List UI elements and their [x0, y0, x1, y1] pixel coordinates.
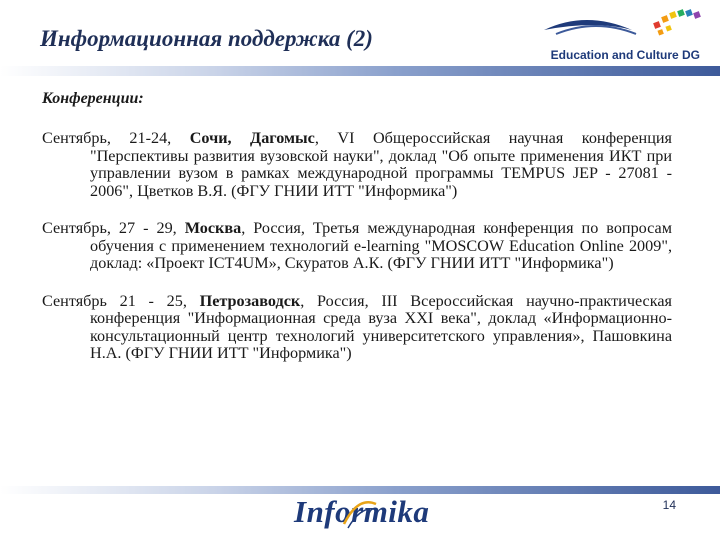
entry-details: , Россия, III Всероссийская научно-практическая конференция "Информационная среда вуза XXI века", доклад «Информационно-консультационный центр технологий университетского управления», Пашовкина Н.А. (ФГУ ГНИИ ИТТ "Информика") [90, 291, 672, 362]
conference-entry [42, 293, 672, 363]
entry-city: Петрозаводск [199, 291, 301, 310]
entry-details: , Россия, Третья международная конференция по вопросам обучения с применением технологий e-learning "MOSCOW Education Online 2009", доклад: «Проект ICT4UM», Скуратов А.К. (ФГУ ГНИИ ИТТ "Информика") [90, 219, 672, 272]
eu-swoosh-icon [536, 4, 706, 48]
conference-list [42, 130, 672, 383]
informika-logo: Informika [294, 494, 430, 529]
page-number: 14 [662, 498, 676, 512]
slide-title: Информационная поддержка (2) [40, 26, 373, 51]
conference-entry [42, 130, 672, 200]
entry-date: Сентябрь, 27 - 29, [42, 219, 185, 237]
entry-city: Москва [184, 219, 242, 237]
footer-divider [0, 486, 720, 494]
header-divider [0, 66, 720, 76]
informika-swoosh-icon [340, 494, 380, 534]
conference-entry [42, 220, 672, 273]
entry-details: , VI Общероссийская научная конференция "Перспективы развития вузовской науки", доклад "Об опыте применения ИКТ при управлении вузом в рамках международной программы TEMPUS JEP - 27081 - 2006", Цветков В.Я. (ФГУ ГНИИ ИТТ "Информика") [90, 129, 672, 200]
logo-caption: Education and Culture DG [550, 48, 700, 62]
education-culture-logo [536, 4, 706, 68]
entry-city: Сочи, Дагомыс [189, 129, 315, 147]
entry-date: Сентябрь, 21-24, [42, 129, 190, 147]
section-label: Конференции: [42, 90, 144, 107]
entry-date: Сентябрь 21 - 25, [42, 291, 200, 310]
